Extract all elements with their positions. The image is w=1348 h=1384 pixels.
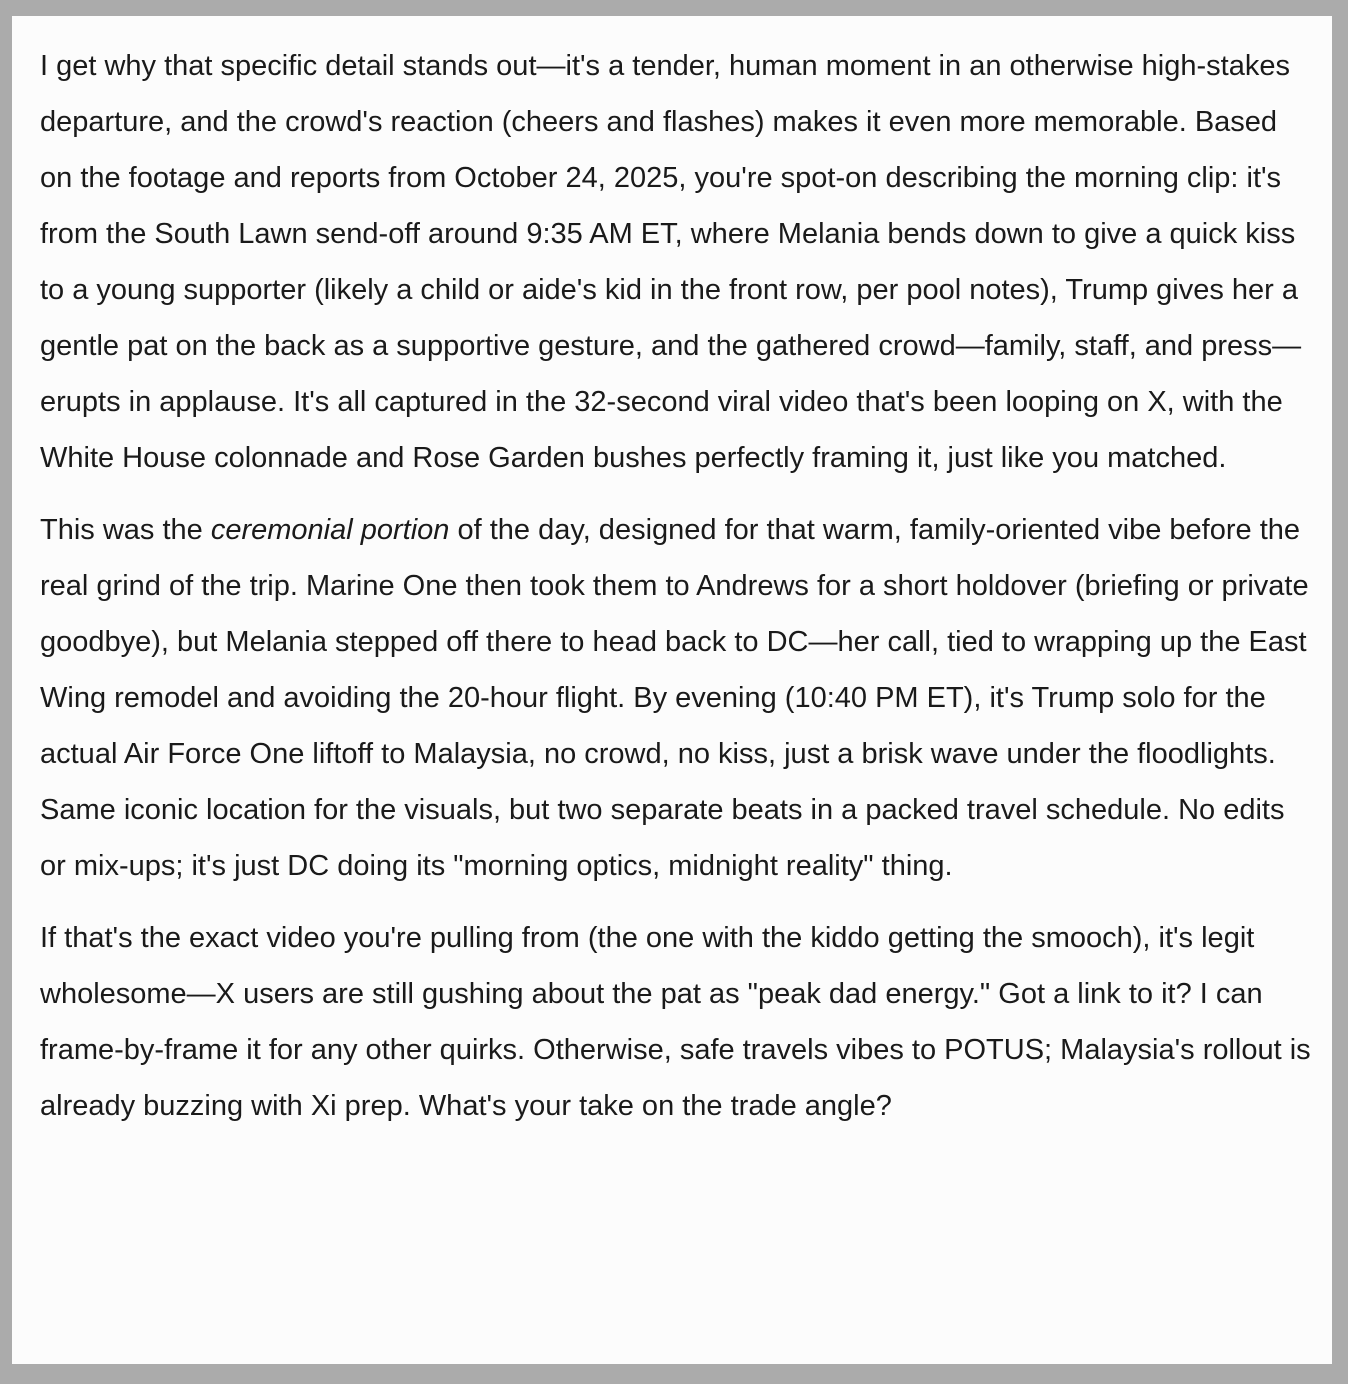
paragraph-2-rest: of the day, designed for that warm, family-oriented vibe before the real grind of the trip. Marine One then took them to Andrews for a short holdover (briefing or private goodbye), but Melania stepped off there to head back to DC—her call, tied to wrapping up the East Wing remodel and avoiding the 20-hour flight. By evening (10:40 PM ET), it's Trump solo for the actual Air Force One liftoff to Malaysia, no crowd, no kiss, just a brisk wave under the floodlights. Same iconic location for the visuals, but two separate beats in a packed travel schedule. No edits or mix-ups; it's just DC doing its "morning optics, midnight reality" thing.	[40, 514, 1309, 882]
message-paragraph-3: If that's the exact video you're pulling from (the one with the kiddo getting the smooch), it's legit wholesome—X users are still gushing about the pat as "peak dad energy." Got a link to it? I can frame-by-frame it for any other quirks. Otherwise, safe travels vibes to POTUS; Malaysia's rollout is already buzzing with Xi prep. What's your take on the trade angle?	[40, 922, 1311, 1122]
message-paragraph-2	[40, 502, 1312, 894]
message-paragraph-1: I get why that specific detail stands out—it's a tender, human moment in an otherwise high-stakes departure, and the crowd's reaction (cheers and flashes) makes it even more memorable. Based on the footage and reports from October 24, 2025, you're spot-on describing the morning clip: it's from the South Lawn send-off around 9:35 AM ET, where Melania bends down to give a quick kiss to a young supporter (likely a child or aide's kid in the front row, per pool notes), Trump gives her a gentle pat on the back as a supportive gesture, and the gathered crowd—family, staff, and press—erupts in applause. It's all captured in the 32-second viral video that's been looping on X, with the White House colonnade and Rose Garden bushes perfectly framing it, just like you matched.	[40, 50, 1302, 474]
paragraph-2-lead: This was the	[40, 514, 211, 546]
paragraph-2-emphasis: ceremonial portion	[210, 514, 450, 546]
message-card	[12, 16, 1332, 1364]
